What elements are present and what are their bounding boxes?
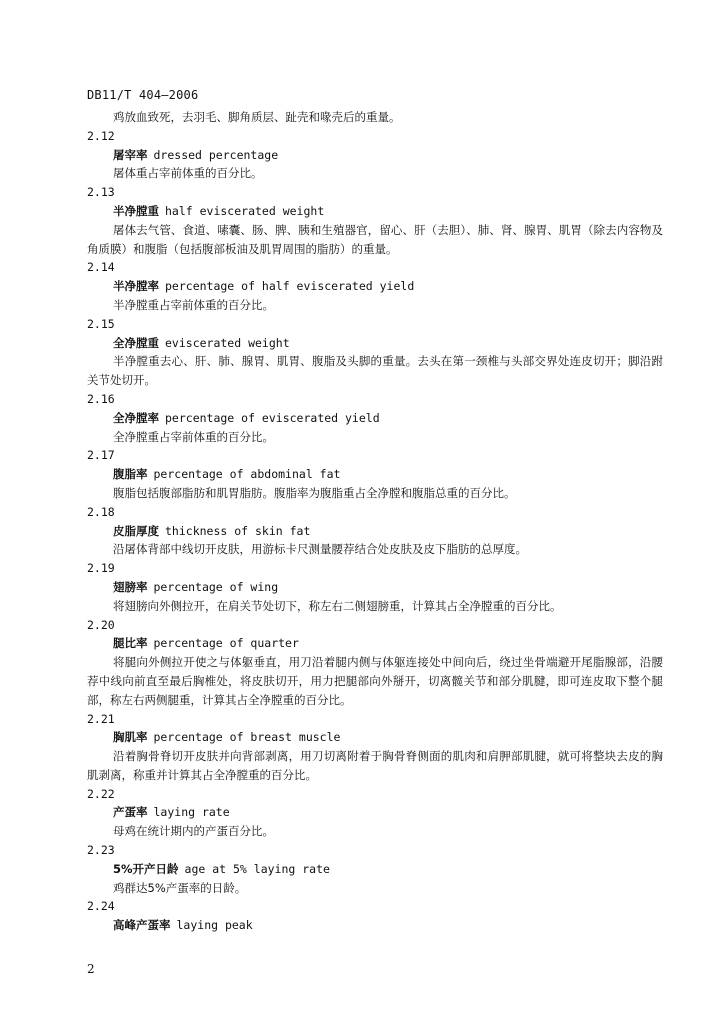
intro-paragraph: 鸡放血致死，去羽毛、脚角质层、趾壳和喙壳后的重量。 (113, 110, 401, 124)
term-definition: 沿着胸骨脊切开皮肤并向背部剥离，用刀切离附着于胸骨脊侧面的肌肉和肩胛部肌腱，就可将整块去皮的胸肌剥离，称重并计算其占全净膛重的百分比。 (87, 749, 663, 782)
section-number: 2.19 (87, 561, 115, 576)
term-chinese: 翅膀率 (113, 579, 148, 594)
term-chinese: 腹脂率 (113, 467, 148, 482)
section-number: 2.23 (87, 843, 115, 858)
page-content (87, 108, 663, 935)
term-heading (87, 578, 663, 597)
term-chinese: 屠宰率 (113, 147, 148, 162)
term-english: percentage of half eviscerated yield (165, 279, 415, 294)
term-definition: 鸡群达5%产蛋率的日龄。 (113, 880, 247, 895)
term-definition: 将腿向外侧拉开使之与体躯垂直，用刀沿着腿内侧与体躯连接处中间向后，绕过坐骨端避开尾脂腺部，沿腰荐中线向前直至最后胸椎处，将皮肤切开，用力把腿部向外掰开，切离髋关节和部分肌腱，即可连皮取下整个腿部，称左右两侧腿重，计算其占全净膛重的百分比。 (87, 655, 663, 707)
term-english: laying peak (176, 918, 253, 933)
term-chinese: 产蛋率 (113, 805, 148, 820)
term-heading (87, 634, 663, 653)
term-chinese: 胸肌率 (113, 730, 148, 745)
term-english: thickness of skin fat (165, 523, 311, 538)
term-definition: 母鸡在统计期内的产蛋百分比。 (113, 824, 274, 839)
section-number: 2.17 (87, 448, 115, 463)
term-heading (87, 465, 663, 484)
section-number: 2.18 (87, 504, 115, 519)
term-chinese: 皮脂厚度 (113, 523, 159, 538)
term-english: half eviscerated weight (165, 203, 325, 218)
section-number: 2.20 (87, 617, 115, 632)
section-number: 2.14 (87, 260, 115, 275)
term-heading (87, 916, 663, 935)
term-english: age at 5% laying rate (184, 861, 330, 876)
term-english: dressed percentage (153, 147, 279, 162)
term-english: eviscerated weight (165, 335, 290, 350)
term-heading (87, 803, 663, 822)
definition-list (87, 127, 663, 935)
term-english: percentage of abdominal fat (153, 467, 341, 482)
term-heading (87, 409, 663, 428)
term-heading (87, 202, 663, 221)
term-heading (87, 860, 663, 879)
term-heading (87, 277, 663, 296)
page-number: 2 (87, 962, 95, 976)
term-heading (87, 146, 663, 165)
section-number: 2.24 (87, 899, 115, 914)
section-number: 2.16 (87, 391, 115, 406)
section-number: 2.22 (87, 786, 115, 801)
term-chinese: 5%开产日龄 (113, 861, 179, 876)
term-definition: 全净膛重占宰前体重的百分比。 (113, 429, 274, 444)
section-number: 2.15 (87, 316, 115, 331)
document-id: DB11/T 404—2006 (87, 88, 199, 102)
term-definition: 将翅膀向外侧拉开，在肩关节处切下，称左右二侧翅膀重，计算其占全净膛重的百分比。 (113, 598, 562, 613)
section-number: 2.21 (87, 711, 115, 726)
term-definition: 半净膛重占宰前体重的百分比。 (113, 297, 274, 312)
term-definition: 腹脂包括腹部脂肪和肌胃脂肪。腹脂率为腹脂重占全净膛和腹脂总重的百分比。 (113, 485, 516, 500)
term-definition: 半净膛重去心、肝、肺、腺胃、肌胃、腹脂及头脚的重量。去头在第一颈椎与头部交界处连皮切开；脚沿跗关节处切开。 (87, 354, 663, 388)
term-english: percentage of wing (153, 579, 279, 594)
term-chinese: 高峰产蛋率 (113, 918, 171, 933)
term-english: percentage of breast muscle (153, 730, 341, 745)
term-definition: 沿屠体背部中线切开皮肤，用游标卡尺测量腰荐结合处皮肤及皮下脂肪的总厚度。 (113, 542, 527, 557)
term-chinese: 全净膛重 (113, 335, 159, 350)
section-number: 2.13 (87, 185, 115, 200)
section-number: 2.12 (87, 128, 115, 143)
term-chinese: 全净膛率 (113, 410, 159, 425)
term-english: percentage of eviscerated yield (165, 410, 380, 425)
term-heading (87, 728, 663, 747)
term-heading (87, 522, 663, 541)
term-heading (87, 334, 663, 353)
term-chinese: 腿比率 (113, 636, 148, 651)
term-definition: 屠体去气管、食道、嗉囊、肠、脾、胰和生殖器官，留心、肝（去胆）、肺、肾、腺胃、肌胃（除去内容物及角质膜）和腹脂（包括腹部板油及肌胃周围的脂肪）的重量。 (87, 222, 663, 256)
term-chinese: 半净膛率 (113, 279, 159, 294)
term-english: laying rate (153, 805, 230, 820)
term-english: percentage of quarter (153, 636, 299, 651)
term-definition: 屠体重占宰前体重的百分比。 (113, 166, 263, 181)
term-chinese: 半净膛重 (113, 203, 159, 218)
